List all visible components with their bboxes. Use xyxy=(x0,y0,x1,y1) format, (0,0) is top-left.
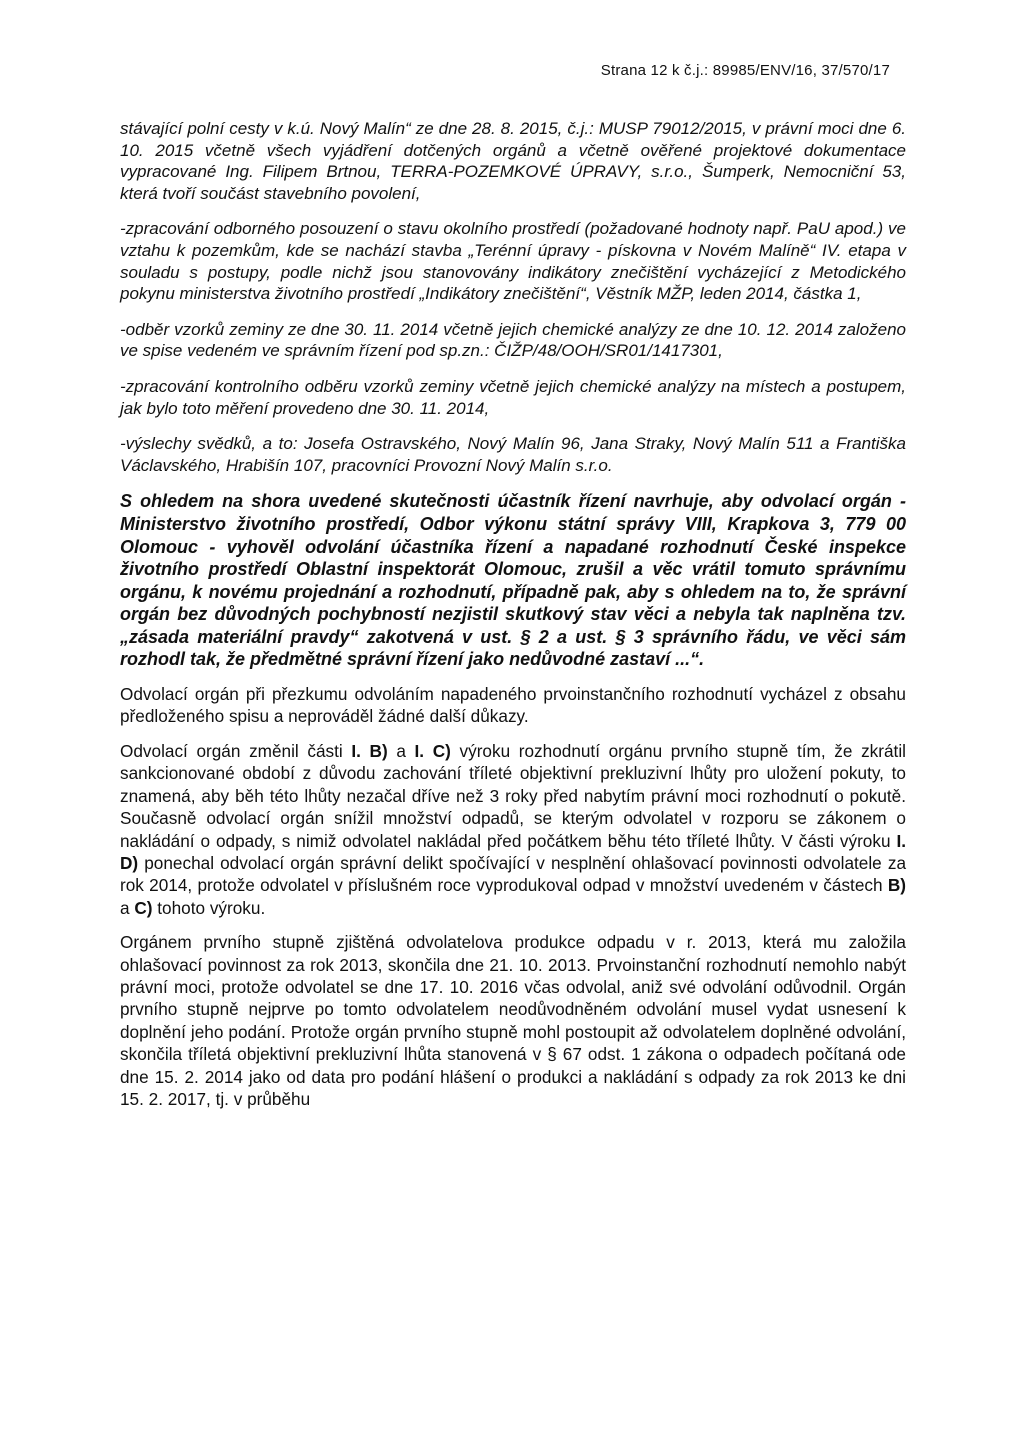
paragraph-changes: Odvolací orgán změnil části I. B) a I. C) výroku rozhodnutí orgánu prvního stupně tím, že zkrátil sankcionované období z důvodu zachování tříleté objektivní prekluzivní lhůty pro uložení pokuty, to znamená, aby běh této lhůty nezačal dříve než 3 roky před nabytím právní moci rozhodnutí o pokutě. Současně odvolací orgán snížil množství odpadů, se kterým odvolatel v rozporu se zákonem o nakládání o odpady, s nimiž odvolatel nakládal před počátkem běhu této tříleté lhůty. V části výroku I. D) ponechal odvolací orgán správní delikt spočívající v nesplnění ohlašovací povinnosti odvolatele za rok 2014, protože odvolatel v příslušném roce vyprodukoval odpad v množství uvedeném v částech B) a C) tohoto výroku. xyxy=(120,740,906,918)
paragraph-appeal-proposal: S ohledem na shora uvedené skutečnosti účastník řízení navrhuje, aby odvolací orgán - Ministerstvo životního prostředí, Odbor výkonu státní správy VIII, Krapkova 3, 779 00 Olomouc - vyhověl odvolání účastníka řízení a napadané rozhodnutí České inspekce životního prostředí Oblastní inspektorát Olomouc, zrušil a věc vrátil tomuto správnímu orgánu, k novému projednání a rozhodnutí, případně pak, aby s ohledem na to, že správní orgán bez důvodných pochybností nezjistil skutkový stav věci a nebyla tak naplněna tzv. „zásada materiální pravdy“ zakotvená v ust. § 2 a ust. § 3 správního řádu, ve věci sám rozhodl tak, že předmětné správní řízení jako nedůvodné zastaví ...“. xyxy=(120,491,906,670)
page-reference: Strana 12 k č.j.: 89985/ENV/16, 37/570/17 xyxy=(600,62,890,79)
paragraph-soil-sampling: -odběr vzorků zeminy ze dne 30. 11. 2014 včetně jejich chemické analýzy ze dne 10. 12. 2014 založeno ve spise vedeném ve správním řízení pod sp.zn.: ČIŽP/48/OOH/SR01/1417301, xyxy=(120,319,906,361)
paragraph-review: Odvolací orgán při přezkumu odvoláním napadeného prvoinstančního rozhodnutí vycházel z obsahu předloženého spisu a neprováděl žádné další důkazy. xyxy=(120,684,906,727)
paragraph-prescription: Orgánem prvního stupně zjištěná odvolatelova produkce odpadu v r. 2013, která mu založila ohlašovací povinnost za rok 2013, skončila dne 21. 10. 2013. Prvoinstanční rozhodnutí nemohlo nabýt právní moci, protože odvolatel se dne 17. 10. 2016 včas odvolal, aniž své odvolání odůvodnil. Orgán prvního stupně nejprve po tomto odvolatelem neodůvodněném odvolání musel vydat usnesení k doplnění jeho podání. Protože orgán prvního stupně mohl postoupit až odvolatelem doplněné odvolání, skončila tříletá objektivní prekluzivní lhůta stanovená v § 67 odst. 1 zákona o odpadech počítaná ode dne 15. 2. 2014 jako od data pro podání hlášení o produkci a nakládání s odpady za rok 2013 ke dni 15. 2. 2017, tj. v průběhu xyxy=(120,932,906,1109)
paragraph-witnesses: -výslechy svědků, a to: Josefa Ostravského, Nový Malín 96, Jana Straky, Nový Malín 511 a Františka Václavského, Hrabišín 107, pracovníci Provozní Nový Malín s.r.o. xyxy=(120,434,906,475)
document-body xyxy=(120,118,906,1122)
paragraph-permit: stávající polní cesty v k.ú. Nový Malín“ ze dne 28. 8. 2015, č.j.: MUSP 79012/2015, v právní moci dne 6. 10. 2015 včetně všech vyjádření dotčených orgánů a včetně ověřené projektové dokumentace vypracované Ing. Filipem Brtnou, TERRA-POZEMKOVÉ ÚPRAVY, s.r.o., Šumperk, Nemocniční 53, která tvoří součást stavebního povolení, xyxy=(120,119,906,203)
paragraph-expert-assessment: -zpracování odborného posouzení o stavu okolního prostředí (požadované hodnoty např. PaU apod.) ve vztahu k pozemkům, kde se nachází stavba „Terénní úpravy - pískovna v Novém Malíně“ IV. etapa v souladu s postupy, podle nichž jsou stanovovány indikátory znečištění vycházející z Metodického pokynu ministerstva životního prostředí „Indikátory znečištění“, Věstník MŽP, leden 2014, částka 1, xyxy=(120,219,906,304)
paragraph-control-sampling: -zpracování kontrolního odběru vzorků zeminy včetně jejich chemické analýzy na místech a postupem, jak bylo toto měření provedeno dne 30. 11. 2014, xyxy=(120,376,906,418)
